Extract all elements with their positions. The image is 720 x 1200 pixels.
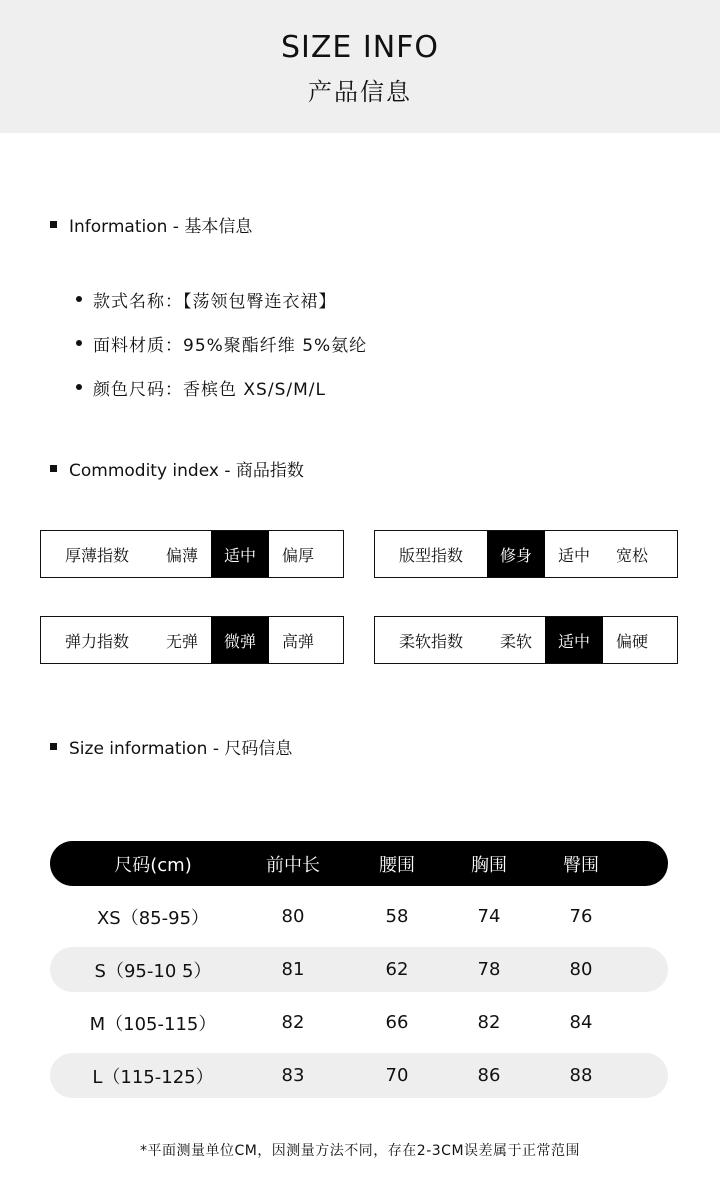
item-name-text: 款式名称：【荡领包臀连衣裙】 (93, 291, 337, 312)
measurement-footnote: *平面测量单位CM，因测量方法不同，存在2-3CM误差属于正常范围 (139, 1143, 581, 1159)
square-bullet-icon (50, 221, 57, 228)
table-row (50, 894, 668, 939)
table-cell: 84 (569, 1012, 593, 1033)
item-color-size-text: 颜色尺码：香槟色 XS/S/M/L (93, 379, 326, 400)
index-option: 偏硬 (615, 631, 648, 651)
list-item (76, 277, 367, 321)
table-cell: 83 (281, 1065, 305, 1086)
table-cell: 86 (477, 1065, 501, 1086)
table-cell: 82 (281, 1012, 305, 1033)
table-cell: 81 (281, 959, 305, 980)
table-cell: 70 (385, 1065, 409, 1086)
table-cell: XS（85-95） (96, 907, 210, 929)
index-option: 柔软 (499, 631, 532, 651)
table-cell: 62 (385, 959, 409, 980)
column-header-waist: 腰围 (379, 854, 415, 876)
index-name: 版型指数 (398, 545, 463, 565)
list-item (76, 321, 367, 365)
index-name: 弹力指数 (64, 631, 129, 651)
table-cell: M（105-115） (89, 1013, 217, 1035)
index-name: 厚薄指数 (64, 545, 129, 565)
square-bullet-icon (50, 743, 57, 750)
table-cell: 88 (569, 1065, 593, 1086)
page-header (0, 0, 720, 133)
table-cell: 74 (477, 906, 501, 927)
table-row (50, 947, 668, 992)
dot-bullet-icon (76, 296, 82, 302)
column-header-bust: 胸围 (471, 854, 507, 876)
information-heading (50, 212, 252, 237)
index-option: 微弹 (211, 617, 269, 663)
table-cell: 66 (385, 1012, 409, 1033)
table-cell: 58 (385, 906, 409, 927)
column-header-size: 尺码(cm) (114, 854, 192, 876)
table-cell: 80 (569, 959, 593, 980)
table-cell: 76 (569, 906, 593, 927)
title-chinese: 产品信息 (308, 78, 412, 106)
table-cell: 78 (477, 959, 501, 980)
index-thickness (40, 530, 344, 578)
table-header-row (50, 841, 668, 886)
commodity-heading (50, 456, 304, 481)
size-table (50, 841, 668, 1106)
information-list (76, 277, 367, 409)
index-option: 高弹 (281, 631, 314, 651)
index-option: 适中 (557, 545, 590, 565)
title-english: SIZE INFO (280, 30, 440, 65)
table-row (50, 1000, 668, 1045)
index-fit (374, 530, 678, 578)
column-header-front-length: 前中长 (266, 854, 320, 876)
table-cell: 80 (281, 906, 305, 927)
index-option: 适中 (545, 617, 603, 663)
index-elasticity (40, 616, 344, 664)
index-option: 适中 (211, 531, 269, 577)
index-name: 柔软指数 (398, 631, 463, 651)
dot-bullet-icon (76, 384, 82, 390)
index-option: 偏薄 (165, 545, 198, 565)
index-option: 宽松 (615, 545, 648, 565)
index-option: 无弹 (165, 631, 198, 651)
square-bullet-icon (50, 465, 57, 472)
index-option: 偏厚 (281, 545, 314, 565)
size-heading (50, 734, 292, 759)
item-fabric-text: 面料材质：95%聚酯纤维 5%氨纶 (93, 335, 368, 356)
dot-bullet-icon (76, 340, 82, 346)
table-cell: 82 (477, 1012, 501, 1033)
column-header-hip: 臀围 (563, 854, 599, 876)
size-heading-text: Size information - 尺码信息 (69, 739, 293, 759)
table-cell: S（95-10 5） (94, 960, 212, 982)
list-item (76, 365, 367, 409)
table-cell: L（115-125） (92, 1066, 214, 1088)
information-heading-text: Information - 基本信息 (69, 217, 253, 237)
table-row (50, 1053, 668, 1098)
index-option: 修身 (487, 531, 545, 577)
index-softness (374, 616, 678, 664)
commodity-heading-text: Commodity index - 商品指数 (69, 461, 304, 481)
